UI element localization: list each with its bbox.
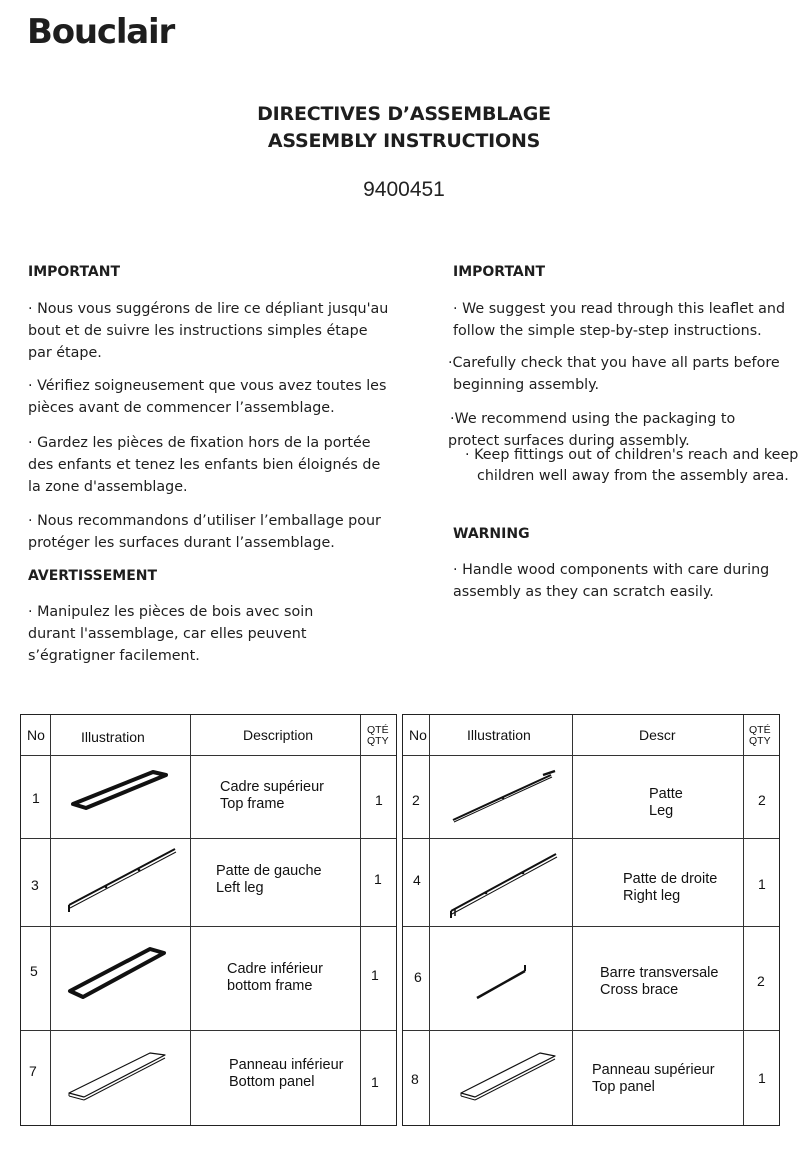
part-quantity: 2 <box>757 973 765 989</box>
text-line: · Nous recommandons d’utiliser l’emballage pour <box>28 513 381 529</box>
part-quantity: 1 <box>758 876 766 892</box>
product-code: 9400451 <box>363 178 445 201</box>
part-quantity: 1 <box>371 967 379 983</box>
description-fr: Barre transversale <box>600 965 719 981</box>
part-number: 8 <box>411 1071 419 1087</box>
description-en: Top frame <box>220 796 285 812</box>
description-en: bottom frame <box>227 978 313 994</box>
header-qty-fr: QTÉ <box>749 724 771 736</box>
paragraph-fr-check-parts <box>28 375 386 419</box>
description-fr: Panneau supérieur <box>592 1062 715 1078</box>
text-line: ·Carefully check that you have all parts before <box>448 355 780 371</box>
paragraph-fr-packaging <box>28 510 381 554</box>
text-line: · We suggest you read through this leaflet and <box>453 301 786 317</box>
description-en: Leg <box>649 803 674 819</box>
text-line: des enfants et tenez les enfants bien éloignés de <box>28 457 381 473</box>
text-line: durant l'assemblage, car elles peuvent <box>28 626 307 642</box>
description-fr: Panneau inférieur <box>229 1057 344 1073</box>
text-line: · Keep fittings out of children's reach and keep <box>465 447 799 463</box>
description-fr: Cadre inférieur <box>227 961 323 977</box>
part-number: 7 <box>29 1063 37 1079</box>
text-line: · Gardez les pièces de fixation hors de la portée <box>28 435 371 451</box>
description-en: Right leg <box>623 888 681 904</box>
text-line: protéger les surfaces durant l’assemblage. <box>28 535 335 551</box>
part-quantity: 1 <box>375 792 383 808</box>
text-line: la zone d'assemblage. <box>28 479 188 495</box>
part-quantity: 1 <box>371 1074 379 1090</box>
important-heading-en: IMPORTANT <box>453 264 546 280</box>
paragraph-en-keep-fittings <box>465 445 798 487</box>
text-line: bout et de suivre les instructions simples étape <box>28 323 368 339</box>
title-english: ASSEMBLY INSTRUCTIONS <box>267 130 541 152</box>
header-qty-en: QTY <box>749 735 771 747</box>
description-fr: Patte de gauche <box>216 863 322 879</box>
header-no: No <box>409 727 427 743</box>
description-fr: Cadre supérieur <box>220 779 324 795</box>
text-line: follow the simple step-by-step instructions. <box>453 323 762 339</box>
part-description <box>592 1062 715 1096</box>
important-heading-fr: IMPORTANT <box>28 264 121 280</box>
description-fr: Patte <box>649 786 683 802</box>
part-number: 6 <box>414 969 422 985</box>
text-line: pièces avant de commencer l’assemblage. <box>28 400 335 416</box>
text-line: ·We recommend using the packaging to <box>450 411 736 427</box>
header-description: Description <box>243 727 314 743</box>
text-line: beginning assembly. <box>453 377 600 393</box>
text-line: · Vérifiez soigneusement que vous avez toutes les <box>28 378 387 394</box>
text-line: assembly as they can scratch easily. <box>453 584 714 600</box>
brand-logo: Bouclair <box>27 12 175 52</box>
header-description: Descr <box>639 727 676 743</box>
part-number: 3 <box>31 877 39 893</box>
header-qty-fr: QTÉ <box>367 724 389 736</box>
text-line: · Manipulez les pièces de bois avec soin <box>28 604 314 620</box>
part-quantity: 1 <box>374 871 382 887</box>
paragraph-fr-read-leaflet <box>28 298 388 364</box>
warning-heading-fr: AVERTISSEMENT <box>28 568 158 584</box>
parts-table-left <box>20 714 397 1126</box>
description-en: Top panel <box>592 1079 655 1095</box>
part-quantity: 2 <box>758 792 766 808</box>
text-line: par étape. <box>28 345 102 361</box>
part-number: 5 <box>30 963 38 979</box>
title-french: DIRECTIVES D’ASSEMBLAGE <box>257 103 551 125</box>
text-line: s’égratigner facilement. <box>28 648 200 664</box>
header-illustration: Illustration <box>81 729 145 745</box>
description-en: Cross brace <box>600 982 679 998</box>
paragraph-fr-keep-fittings <box>28 432 380 498</box>
text-line: · Handle wood components with care during <box>453 562 770 578</box>
part-quantity: 1 <box>758 1070 766 1086</box>
description-en: Left leg <box>216 880 264 896</box>
header-no: No <box>27 727 45 743</box>
warning-heading-en: WARNING <box>453 526 530 542</box>
header-illustration: Illustration <box>467 727 531 743</box>
part-number: 1 <box>32 790 40 806</box>
part-number: 2 <box>412 792 420 808</box>
text-line: · Nous vous suggérons de lire ce dépliant jusqu'au <box>28 301 389 317</box>
header-qty-en: QTY <box>367 735 389 747</box>
part-number: 4 <box>413 872 421 888</box>
parts-table-right <box>402 714 780 1126</box>
paragraph-en-read-leaflet <box>453 298 785 342</box>
part-description <box>229 1057 343 1091</box>
text-line: protect surfaces during assembly. <box>448 433 690 449</box>
paragraph-fr-handle-wood <box>28 601 313 667</box>
paragraph-en-handle-wood <box>453 559 769 603</box>
description-fr: Patte de droite <box>623 871 718 887</box>
text-line: children well away from the assembly area. <box>477 468 789 484</box>
paragraph-en-check-parts <box>448 352 780 396</box>
description-en: Bottom panel <box>229 1074 315 1090</box>
